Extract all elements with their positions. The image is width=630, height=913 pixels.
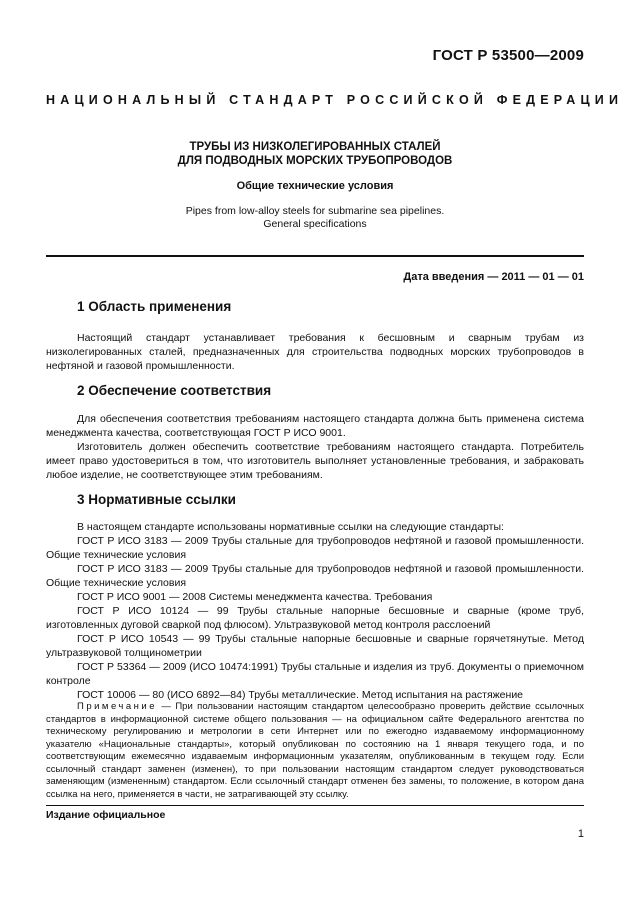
reference-item: ГОСТ 10006 — 80 (ИСО 6892—84) Трубы металлические. Метод испытания на растяжение: [77, 689, 524, 701]
document-code: ГОСТ Р 53500—2009: [432, 47, 584, 64]
english-title-line-1: Pipes from low-alloy steels for submarine sea pipelines.: [185, 205, 445, 217]
reference-item: ГОСТ Р ИСО 3183 — 2009 Трубы стальные для трубопроводов нефтяной и газовой промышленности. Общие технические условия: [46, 535, 584, 561]
edition-label: Издание официальное: [46, 809, 166, 821]
page-number: 1: [577, 828, 584, 840]
reference-item: ГОСТ Р 53364 — 2009 (ИСО 10474:1991) Трубы стальные и изделия из труб. Документы о приемочном контроле: [46, 661, 584, 687]
section-2-paragraph-1: Для обеспечения соответствия требованиям настоящего стандарта должна быть применена система менеджмента качества, соответствующая ГОСТ Р ИСО 9001.: [46, 413, 584, 439]
section-1-paragraph: Настоящий стандарт устанавливает требования к бесшовным и сварным трубам из низколегированных сталей, предназначенных для строительства подводных морских трубопроводов в нефтяной и газовой промышленности.: [46, 332, 584, 372]
reference-item: ГОСТ Р ИСО 9001 — 2008 Системы менеджмента качества. Требования: [77, 591, 433, 603]
footer-divider: [46, 805, 584, 806]
note-paragraph: [46, 701, 584, 801]
section-2-heading: 2 Обеспечение соответствия: [77, 383, 272, 398]
document-subtitle: Общие технические условия: [236, 180, 394, 192]
english-title-line-2: General specifications: [263, 218, 367, 230]
title-line-2: ДЛЯ ПОДВОДНЫХ МОРСКИХ ТРУБОПРОВОДОВ: [177, 155, 453, 167]
section-3-intro: В настоящем стандарте использованы нормативные ссылки на следующие стандарты:: [77, 521, 504, 533]
section-2-paragraph-2: Изготовитель должен обеспечить соответствие требованиям настоящего стандарта. Потребитель имеет право удостовериться в том, что изготовитель выполняет установленные требования, и забраковать любое изделие, не соответствующее этим требованиям.: [46, 441, 584, 481]
title-line-1: ТРУБЫ ИЗ НИЗКОЛЕГИРОВАННЫХ СТАЛЕЙ: [189, 141, 441, 153]
reference-item: ГОСТ Р ИСО 3183 — 2009 Трубы стальные для трубопроводов нефтяной и газовой промышленности. Общие технические условия: [46, 563, 584, 589]
section-3-body: [46, 520, 584, 702]
english-title: [46, 205, 584, 231]
reference-item: ГОСТ Р ИСО 10543 — 99 Трубы стальные напорные бесшовные и сварные горячетянутые. Метод ультразвуковой толщинометрии: [46, 633, 584, 659]
reference-item: ГОСТ Р ИСО 10124 — 99 Трубы стальные напорные бесшовные и сварные (кроме труб, изготовленных дуговой сваркой под флюсом). Ультразвуковой метод контроля расслоений: [46, 605, 584, 631]
section-1-heading: 1 Область применения: [77, 299, 232, 314]
note-label: Примечание: [77, 701, 157, 712]
note-text: — При пользовании настоящим стандартом целесообразно проверить действие ссылочных стандартов в информационной системе общего пользования — на официальном сайте Федерального агентства по техническому регулированию и метрологии в сети Интернет или по ежегодно издаваемому информационному указателю «Национальные стандарты», который опубликован по состоянию на 1 января текущего года, и по соответствующим ежемесячно издаваемым информационным указателям, опубликованным в текущем году. Если ссылочный стандарт заменен (изменен), то при пользовании настоящим стандартом следует руководствоваться заменяющим (измененным) стандартом. Если ссылочный стандарт отменен без замены, то положение, в котором дана ссылка на него, применяется в части, не затрагивающей эту ссылку.: [46, 701, 584, 800]
national-standard-banner: НАЦИОНАЛЬНЫЙ СТАНДАРТ РОССИЙСКОЙ ФЕДЕРАЦИИ: [46, 93, 624, 107]
header-divider: [46, 255, 584, 257]
introduction-date: Дата введения — 2011 — 01 — 01: [403, 271, 584, 283]
references-note: [46, 701, 584, 801]
section-1-body: [46, 331, 584, 373]
document-title: [46, 140, 584, 168]
section-2-body: [46, 412, 584, 482]
section-3-heading: 3 Нормативные ссылки: [77, 492, 236, 507]
